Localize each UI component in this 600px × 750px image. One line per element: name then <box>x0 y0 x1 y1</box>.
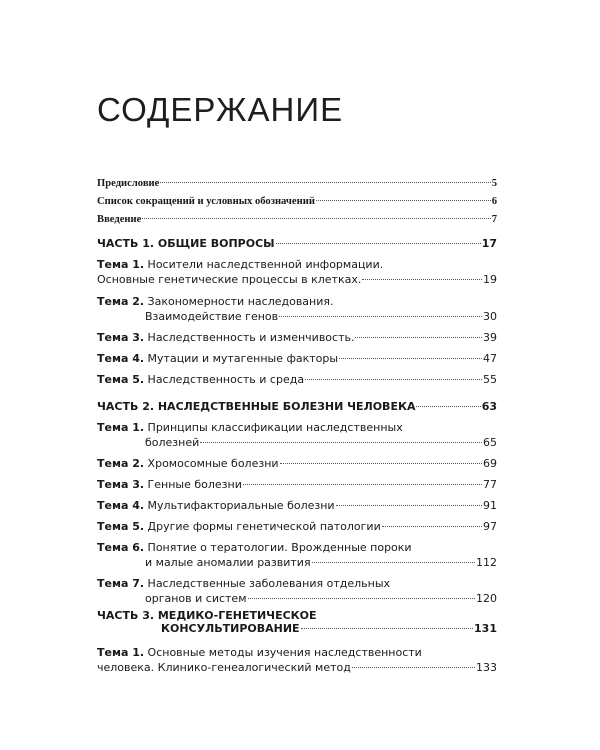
page-title: СОДЕРЖАНИЕ <box>97 91 344 128</box>
toc-topic[interactable] <box>97 498 497 513</box>
toc-topic[interactable] <box>97 576 497 606</box>
page-number: 65 <box>483 436 497 449</box>
page-number: 55 <box>483 373 497 386</box>
topic-label: Тема 6. <box>97 541 145 554</box>
topic-label: Тема 5. <box>97 373 145 386</box>
leader-dots <box>279 316 482 317</box>
topic-title-cont: органов и систем <box>145 592 247 605</box>
toc-topic[interactable] <box>97 477 497 492</box>
toc-topic[interactable] <box>97 645 497 675</box>
topic-label: Тема 4. <box>97 499 145 512</box>
page-number: 133 <box>476 661 497 674</box>
leader-dots <box>160 182 490 183</box>
topic-label: Тема 2. <box>97 457 145 470</box>
page-number: 63 <box>481 400 497 413</box>
topic-title: Генные болезни <box>147 478 242 491</box>
page-number: 97 <box>483 520 497 533</box>
toc-entry-label: Список сокращений и условных обозначений <box>97 196 315 207</box>
part-heading: ЧАСТЬ 2. НАСЛЕДСТВЕННЫЕ БОЛЕЗНИ ЧЕЛОВЕКА <box>97 400 416 413</box>
topic-title-cont: человека. Клинико-генеалогический метод <box>97 661 351 674</box>
leader-dots <box>339 358 482 359</box>
page-number: 6 <box>491 196 497 207</box>
toc-entry-introduction[interactable] <box>97 214 497 225</box>
leader-dots <box>276 243 481 244</box>
topic-title: Понятие о тератологии. Врожденные пороки <box>147 541 412 554</box>
topic-title: Мультифакториальные болезни <box>147 499 335 512</box>
toc-topic[interactable] <box>97 330 497 345</box>
toc-entry-preface[interactable] <box>97 178 497 189</box>
leader-dots <box>316 200 491 201</box>
page-number: 5 <box>491 178 497 189</box>
page-number: 17 <box>481 237 497 250</box>
leader-dots <box>382 526 482 527</box>
leader-dots <box>355 337 482 338</box>
page-number: 91 <box>483 499 497 512</box>
toc-part-3[interactable] <box>97 609 497 635</box>
page-number: 39 <box>483 331 497 344</box>
leader-dots <box>243 484 482 485</box>
topic-label: Тема 2. <box>97 295 145 308</box>
topic-label: Тема 3. <box>97 478 145 491</box>
topic-title: Хромосомные болезни <box>147 457 279 470</box>
page-number: 7 <box>491 214 497 225</box>
page-number: 69 <box>483 457 497 470</box>
page-number: 77 <box>483 478 497 491</box>
page-number: 30 <box>483 310 497 323</box>
leader-dots <box>305 379 482 380</box>
toc-topic[interactable] <box>97 420 497 450</box>
leader-dots <box>248 598 476 599</box>
part-heading: ЧАСТЬ 1. ОБЩИЕ ВОПРОСЫ <box>97 237 275 250</box>
topic-label: Тема 7. <box>97 577 145 590</box>
leader-dots <box>362 279 482 280</box>
part-heading-cont: КОНСУЛЬТИРОВАНИЕ <box>161 622 300 635</box>
toc-topic[interactable] <box>97 351 497 366</box>
page-number: 131 <box>474 622 497 635</box>
toc-topic[interactable] <box>97 257 497 287</box>
topic-title: Наследственность и среда <box>147 373 305 386</box>
topic-label: Тема 4. <box>97 352 145 365</box>
topic-title: Закономерности наследования. <box>147 295 334 308</box>
topic-title: Носители наследственной информации. <box>147 258 384 271</box>
topic-title: Наследственные заболевания отдельных <box>147 577 391 590</box>
leader-dots <box>142 218 490 219</box>
page-number: 112 <box>476 556 497 569</box>
leader-dots <box>416 406 480 407</box>
leader-dots <box>336 505 482 506</box>
page-number: 120 <box>476 592 497 605</box>
leader-dots <box>312 562 475 563</box>
part-heading: ЧАСТЬ 3. МЕДИКО-ГЕНЕТИЧЕСКОЕ <box>97 609 317 622</box>
topic-label: Тема 5. <box>97 520 145 533</box>
topic-title-cont: Взаимодействие генов <box>145 310 279 323</box>
topic-label: Тема 1. <box>97 646 145 659</box>
topic-title-cont: и малые аномалии развития <box>145 556 311 569</box>
toc-entry-label: Предисловие <box>97 178 160 189</box>
toc-entry-abbreviations[interactable] <box>97 196 497 207</box>
toc-part-2[interactable] <box>97 400 497 413</box>
page-number: 19 <box>483 273 497 286</box>
toc-topic[interactable] <box>97 519 497 534</box>
topic-title-cont: Основные генетические процессы в клетках. <box>97 273 362 286</box>
leader-dots <box>352 667 475 668</box>
toc-topic[interactable] <box>97 372 497 387</box>
toc-topic[interactable] <box>97 294 497 324</box>
page-number: 47 <box>483 352 497 365</box>
toc-part-1[interactable] <box>97 237 497 250</box>
leader-dots <box>280 463 482 464</box>
leader-dots <box>301 628 473 629</box>
topic-title-cont: болезней <box>145 436 200 449</box>
topic-label: Тема 1. <box>97 258 145 271</box>
topic-title: Основные методы изучения наследственности <box>147 646 422 659</box>
leader-dots <box>200 442 482 443</box>
topic-title: Принципы классификации наследственных <box>147 421 403 434</box>
toc-topic[interactable] <box>97 456 497 471</box>
topic-title: Наследственность и изменчивость. <box>147 331 355 344</box>
toc-entry-label: Введение <box>97 214 142 225</box>
toc-topic[interactable] <box>97 540 497 570</box>
topic-label: Тема 1. <box>97 421 145 434</box>
topic-title: Мутации и мутагенные факторы <box>147 352 339 365</box>
topic-label: Тема 3. <box>97 331 145 344</box>
topic-title: Другие формы генетической патологии <box>147 520 381 533</box>
